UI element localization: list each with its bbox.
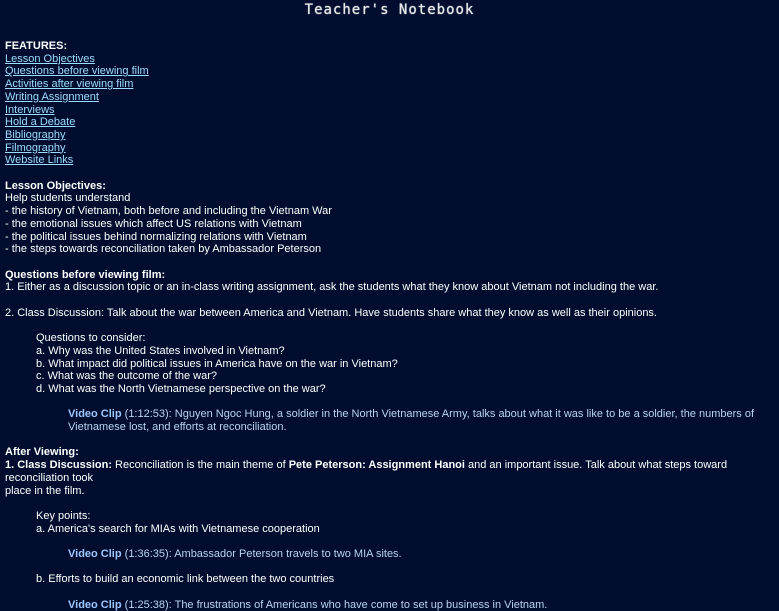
video-clip-label: Video Clip bbox=[68, 548, 122, 560]
discussion-label: 1. Class Discussion: bbox=[5, 459, 112, 472]
video-clip-3 bbox=[5, 599, 773, 611]
nav-link-lesson-objectives[interactable]: Lesson Objectives bbox=[5, 52, 95, 65]
spacer bbox=[5, 535, 773, 548]
spacer bbox=[5, 319, 773, 332]
question-2: 2. Class Discussion: Talk about the war between America and Vietnam. Have students share what they know as well as their opinions. bbox=[5, 306, 657, 319]
nav-link-website-links[interactable]: Website Links bbox=[5, 154, 74, 167]
video-clip-1 bbox=[5, 408, 773, 433]
film-title: Pete Peterson: Assignment Hanoi bbox=[288, 459, 465, 472]
video-clip-text: Nguyen Ngoc Hung, a soldier in the North Vietnamese Army, talks about what it was like to be a soldier, the numbers of bbox=[174, 408, 755, 421]
nav-link-questions-before[interactable]: Questions before viewing film bbox=[5, 65, 149, 78]
video-clip-text-cont: Vietnamese lost, and efforts at reconciliation. bbox=[68, 421, 287, 434]
objective-item: - the political issues behind normalizing relations with Vietnam bbox=[5, 230, 307, 243]
page-title: Teacher's Notebook bbox=[304, 2, 475, 18]
video-clip-time: (1:36:35): bbox=[121, 548, 175, 560]
spacer bbox=[5, 497, 773, 510]
video-clip-time: (1:25:38): bbox=[121, 598, 175, 611]
question-1: 1. Either as a discussion topic or an in-class writing assignment, ask the students what they know about Vietnam not including the war. bbox=[5, 281, 659, 294]
video-clip-label: Video Clip bbox=[68, 408, 122, 421]
discussion-text-a: Reconciliation is the main theme of bbox=[112, 459, 289, 472]
spacer bbox=[5, 434, 773, 447]
discussion-text-c: place in the film. bbox=[5, 484, 85, 497]
consider-item: d. What was the North Vietnamese perspective on the war? bbox=[36, 382, 326, 395]
nav-link-interviews[interactable]: Interviews bbox=[5, 103, 55, 116]
objectives-intro: Help students understand bbox=[5, 192, 131, 205]
consider-item: a. Why was the United States involved in Vietnam? bbox=[36, 344, 285, 357]
after-heading: After Viewing: bbox=[5, 446, 79, 459]
key-point-a: a. America's search for MIAs with Vietnamese cooperation bbox=[36, 522, 320, 535]
video-clip-text: The frustrations of Americans who have come to set up business in Vietnam. bbox=[174, 598, 548, 611]
nav-link-activities-after[interactable]: Activities after viewing film bbox=[5, 78, 134, 91]
spacer bbox=[5, 586, 773, 599]
video-clip-label: Video Clip bbox=[68, 598, 122, 611]
objective-item: - the steps towards reconciliation taken by Ambassador Peterson bbox=[5, 243, 322, 256]
consider-item: b. What impact did political issues in America have on the war in Vietnam? bbox=[36, 357, 398, 370]
nav-link-bibliography[interactable]: Bibliography bbox=[5, 128, 66, 141]
discussion-text-b: and an important issue. Talk about what steps toward reconciliation took bbox=[5, 459, 728, 484]
nav-link-writing-assignment[interactable]: Writing Assignment bbox=[5, 90, 99, 103]
spacer bbox=[5, 167, 773, 180]
features-nav bbox=[5, 53, 773, 167]
consider-heading: Questions to consider: bbox=[36, 332, 146, 345]
spacer bbox=[5, 561, 773, 574]
objective-item: - the history of Vietnam, both before and including the Vietnam War bbox=[5, 205, 332, 218]
objectives-heading: Lesson Objectives: bbox=[5, 179, 106, 192]
after-discussion bbox=[5, 459, 773, 484]
video-clip-2 bbox=[5, 548, 773, 561]
key-points-heading: Key points: bbox=[36, 509, 91, 522]
key-point-b: b. Efforts to build an economic link between the two countries bbox=[36, 573, 335, 586]
spacer bbox=[5, 294, 773, 307]
objective-item: - the emotional issues which affect US relations with Vietnam bbox=[5, 217, 302, 230]
questions-heading: Questions before viewing film: bbox=[5, 268, 166, 281]
video-clip-text: Ambassador Peterson travels to two MIA sites. bbox=[174, 548, 402, 560]
consider-item: c. What was the outcome of the war? bbox=[36, 370, 217, 383]
main-content bbox=[5, 40, 773, 611]
video-clip-time: (1:12:53): bbox=[121, 408, 175, 421]
key-points-block bbox=[5, 510, 773, 535]
consider-block bbox=[5, 332, 773, 396]
nav-link-filmography[interactable]: Filmography bbox=[5, 141, 66, 154]
spacer bbox=[5, 256, 773, 269]
nav-link-hold-a-debate[interactable]: Hold a Debate bbox=[5, 116, 76, 129]
features-heading: FEATURES: bbox=[5, 40, 68, 52]
spacer bbox=[5, 396, 773, 409]
key-point-b-block bbox=[5, 573, 773, 586]
